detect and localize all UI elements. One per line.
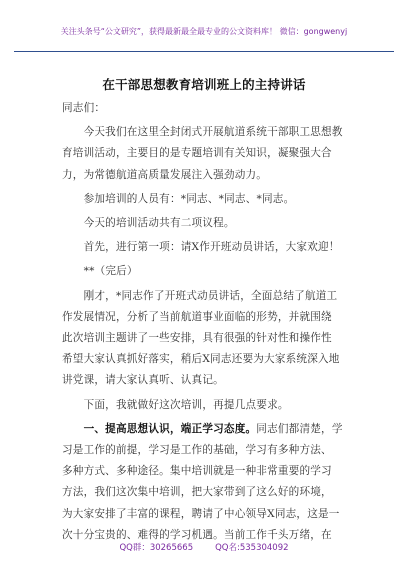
paragraph-attendees: 参加培训的人员有：*同志、*同志、*同志。 [83,192,295,205]
section-heading: 一、提高思想认识，端正学习态度。 [83,422,257,435]
paragraph-after: **（完后） [83,265,138,278]
document-body [62,98,362,546]
paragraph-intro: 今天我们在这里全封闭式开展航道系统干部职工思想教 育培训活动，主要目的是专题培训有关知识，凝聚强大合 力，为常德航道高质量发展注入强劲动力。 [62,126,343,181]
document-title: 在干部思想教育培训班上的主持讲话 [102,77,306,92]
header-promo: 关注头条号“公文研究”，获得最新最全最专业的公文资料库！ 微信：gongwenyj [60,27,348,36]
document-page [14,8,394,572]
footer-contacts [14,541,394,553]
paragraph-requirements: 下面，我就做好这次培训，再提几点要求。 [83,398,289,411]
paragraph-summary: 刚才，*同志作了开班式动员讲话，全面总结了航道工 作发展情况，分析了当前航道事业面临的形势，并就围绕 此次培训主题讲了一些安排，具有很强的针对性和操作性 希望大家认真抓好落实，稍后X同志还要为大家系统深入地 讲党课，请大家认真听、认真记。 [62,289,340,387]
paragraph-agenda: 今天的培训活动共有二项议程。 [83,217,235,230]
paragraph-first-item: 首先，进行第一项：请X作开班动员讲话，大家欢迎！ [83,241,340,254]
footer-qq-name: QQ名:535304092 [215,543,289,553]
header-divider [14,51,394,52]
greeting: 同志们： [62,102,106,114]
footer-qq-group: QQ群：30265665 [119,543,194,553]
paragraph-section-one: 一、提高思想认识，端正学习态度。同志们都清楚，学 习是工作的前提，学习是工作的基础，学习有多种方法、 多种方式、多种途径。集中培训就是一种非常重要的学习 方法，我们这次集中培训，把大家带到了这么好的环境， 为大家安排了丰富的课程，聘请了中心领导X同志，这是一 次十分宝贵的、难得的学习机遇。当前工作千头万绪，在 [62,422,343,541]
